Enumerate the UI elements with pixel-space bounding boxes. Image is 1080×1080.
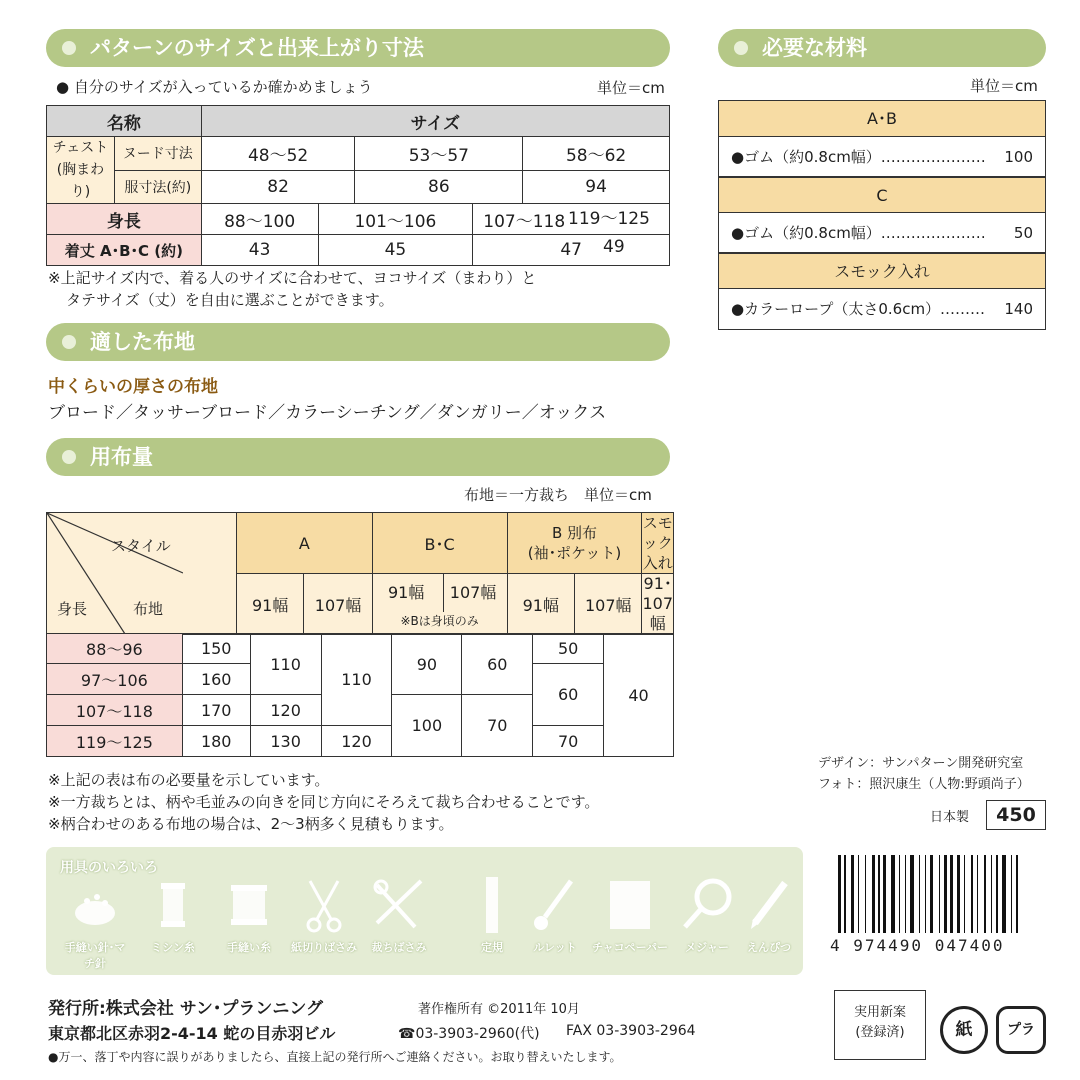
barcode-stripe <box>930 855 933 933</box>
barcode-stripe <box>905 855 906 933</box>
barcode-stripe <box>950 855 953 933</box>
a107-cell: 120 <box>250 695 321 726</box>
barcode-stripe <box>1016 855 1019 933</box>
bc-widths <box>372 574 507 635</box>
publisher-notice: ●万一、落丁や内容に誤りがありましたら、直接上記の発行所へご連絡ください。お取り替えいたします。 <box>48 1050 622 1064</box>
height-value: 88〜100 <box>201 204 318 235</box>
copyright: 著作権所有 ©2011年 10月 <box>418 1002 580 1017</box>
pincushion-icon <box>67 877 123 933</box>
b91-cell: 60 <box>462 634 533 695</box>
bc107-cell: 90 <box>392 634 462 695</box>
nude-value: 58〜62 <box>523 137 670 171</box>
size-footnote-1: ※上記サイズ内で、着る人のサイズに合わせて、ヨコサイズ（まわり）と <box>48 269 537 287</box>
a91-cell: 180 <box>182 726 250 757</box>
material-group-header: A･B <box>719 101 1045 137</box>
barcode-stripe <box>851 855 855 933</box>
barcode-stripe <box>891 855 895 933</box>
b91-cell: 70 <box>462 695 533 757</box>
materials-table <box>718 100 1046 330</box>
barcode-stripe <box>971 855 974 933</box>
utility-2: (登録済) <box>855 1025 905 1040</box>
a107-cell: 130 <box>250 726 321 757</box>
size-footnote-2: タテサイズ（丈）を自由に選ぶことができます。 <box>66 291 394 309</box>
row-height: 107〜118 <box>47 695 183 726</box>
chest-label-1: チェスト <box>52 140 109 156</box>
tool-fabric-scissors <box>364 847 434 955</box>
barcode-stripe <box>1002 855 1006 933</box>
tape-measure-icon <box>679 877 735 933</box>
tool-ruler <box>457 847 527 955</box>
bc107-cell: 100 <box>392 695 462 757</box>
tool-label: 手縫い糸 <box>227 941 271 954</box>
smock-width <box>642 574 674 635</box>
a91-cell: 150 <box>182 634 250 664</box>
plastic-recycle-mark: プラ <box>996 1006 1046 1054</box>
material-group-header: スモック入れ <box>719 253 1045 289</box>
material-item: ●ゴム（約0.8cm幅）………………… <box>731 224 986 242</box>
a-w91: 91幅 <box>236 574 304 635</box>
yardage-footnote-1: ※上記の表は布の必要量を示しています。 <box>48 771 330 789</box>
materials-section-header: 必要な材料 <box>718 29 1046 67</box>
tool-label: メジャー <box>685 941 729 954</box>
publisher-tel: ☎03-3903-2960(代) <box>398 1026 540 1042</box>
tools-title: 用具のいろいろ <box>60 860 158 876</box>
length-label: 着丈 A･B･C (約) <box>47 235 202 266</box>
a-w107: 107幅 <box>304 574 372 635</box>
height-value-3: 107〜118 <box>483 211 566 232</box>
b-w91: 91幅 <box>507 574 575 635</box>
material-item: ●ゴム（約0.8cm幅）………………… <box>731 148 986 166</box>
size-section-header: パターンのサイズと出来上がり寸法 <box>46 29 670 67</box>
garment-label: 服寸法(約) <box>114 170 201 204</box>
yardage-section-header: 用布量 <box>46 438 670 476</box>
barcode-stripe <box>991 855 992 933</box>
yardage-unit: 布地＝一方裁ち 単位＝cm <box>464 486 652 504</box>
size-check-note: ● 自分のサイズが入っているか確かめましょう <box>56 78 373 96</box>
tool-label: チャコペーパー <box>591 941 669 954</box>
spool-icon <box>145 877 201 933</box>
row-height: 88〜96 <box>47 634 183 664</box>
tool-tape-measure <box>672 847 742 955</box>
barcode-stripe <box>939 855 940 933</box>
barcode-stripe <box>1011 855 1012 933</box>
col-a: A <box>236 513 372 574</box>
fabric-section-header: 適した布地 <box>46 323 670 361</box>
chest-label-2: (胸まわり) <box>56 162 105 200</box>
col-b-sep-2: (袖･ポケット) <box>527 544 622 562</box>
material-qty: 140 <box>1004 300 1033 318</box>
barcode-stripe <box>984 855 985 933</box>
barcode-stripe <box>944 855 947 933</box>
a91-cell: 160 <box>182 664 250 695</box>
material-row <box>719 289 1045 329</box>
bc-w107: 107幅 <box>449 583 497 602</box>
tool-label: 手縫い針･マチ針 <box>64 941 126 970</box>
nude-value: 53〜57 <box>355 137 523 171</box>
tool-hand-thread <box>214 847 284 955</box>
fabric-subtitle: 中くらいの厚さの布地 <box>48 377 218 397</box>
barcode-stripe <box>910 855 914 933</box>
yardage-table <box>46 512 674 762</box>
publisher-address: 東京都北区赤羽2-4-14 蛇の目赤羽ビル <box>48 1024 336 1043</box>
barcode-stripe <box>977 855 978 933</box>
row-height: 97〜106 <box>47 664 183 695</box>
tool-machine-thread <box>138 847 208 955</box>
tracing-wheel-icon <box>527 877 583 933</box>
a91-cell: 170 <box>182 695 250 726</box>
tool-label: 裁ちばさみ <box>371 941 427 954</box>
bc-note: ※Bは身頃のみ <box>400 614 479 628</box>
barcode <box>838 855 1042 933</box>
publisher-name: 発行所:株式会社 サン･プランニング <box>48 999 324 1019</box>
utility-model-box <box>834 990 926 1060</box>
photo-credit: フォト：照沢康生（人物:野頭尚子） <box>818 777 1030 792</box>
pencil-icon <box>741 877 797 933</box>
tool-paper-scissors <box>289 847 359 955</box>
barcode-digits: 4 974490 047400 <box>830 936 1005 955</box>
yardage-body <box>46 633 674 757</box>
b-w107: 107幅 <box>575 574 642 635</box>
yardage-footnote-3: ※柄合わせのある布地の場合は、2〜3柄多く見積もります。 <box>48 815 454 833</box>
tool-label: ミシン糸 <box>151 941 195 954</box>
smock-cell: 40 <box>604 634 674 757</box>
nude-value: 48〜52 <box>201 137 355 171</box>
header-name: 名称 <box>47 106 202 137</box>
barcode-stripe <box>844 855 845 933</box>
utility-1: 実用新案 <box>853 1005 906 1020</box>
made-in-japan: 日本製 <box>930 810 970 825</box>
chalk-paper-icon <box>602 877 658 933</box>
tool-label: 定規 <box>481 941 503 954</box>
material-row <box>719 213 1045 253</box>
diagonal-header <box>47 513 237 635</box>
price-box: 450 <box>986 800 1046 830</box>
barcode-stripe <box>957 855 961 933</box>
col-smock-1: スモック <box>642 514 673 552</box>
barcode-stripe <box>865 855 866 933</box>
barcode-stripe <box>878 855 879 933</box>
paper-recycle-mark: 紙 <box>940 1006 988 1054</box>
header-size: サイズ <box>201 106 669 137</box>
smock-w-1: 91･ <box>643 574 672 593</box>
height-label: 身長 <box>47 204 202 235</box>
materials-unit: 単位＝cm <box>970 77 1038 95</box>
height-value-4: 119〜125 <box>568 209 650 229</box>
tool-label: 紙切りばさみ <box>291 941 357 954</box>
fabric-list: ブロード／タッサーブロード／カラーシーチング／ダンガリー／オックス <box>48 403 607 423</box>
bc91-cell: 110 <box>321 634 392 726</box>
col-smock-2: 入れ <box>642 554 673 572</box>
tool-pencil <box>734 847 804 955</box>
style-label: スタイル <box>111 537 171 555</box>
design-credit: デザイン：サンパターン開発研究室 <box>818 756 1024 771</box>
barcode-stripe <box>996 855 999 933</box>
tool-label: ルレット <box>533 941 577 954</box>
material-qty: 100 <box>1004 148 1033 166</box>
barcode-stripe <box>883 855 886 933</box>
barcode-stripe <box>899 855 900 933</box>
fabric-label: 布地 <box>133 600 164 618</box>
tool-needle <box>60 847 130 971</box>
length-value-4: 49 <box>603 237 625 257</box>
shears-icon <box>371 877 427 933</box>
b107-cell: 50 <box>533 634 604 664</box>
material-item: ●カラーロープ（太さ0.6cm）……… <box>731 300 986 318</box>
nude-label: ヌード寸法 <box>114 137 201 171</box>
size-table <box>46 105 670 266</box>
length-value: 47 <box>473 235 670 266</box>
scissors-icon <box>296 877 352 933</box>
garment-value: 82 <box>201 170 355 204</box>
barcode-stripe <box>919 855 920 933</box>
col-smock <box>642 513 674 574</box>
length-value: 45 <box>318 235 473 266</box>
a107-cell: 110 <box>250 634 321 695</box>
tool-chalk-paper <box>590 847 670 955</box>
garment-value: 86 <box>355 170 523 204</box>
barcode-stripe <box>858 855 859 933</box>
row-height: 119〜125 <box>47 726 183 757</box>
thread-icon <box>221 877 277 933</box>
publisher-fax: FAX 03-3903-2964 <box>566 1023 696 1039</box>
bc-w91: 91幅 <box>387 583 425 602</box>
bc91-cell: 120 <box>321 726 392 757</box>
barcode-stripe <box>925 855 926 933</box>
smock-w-2: 107幅 <box>642 594 673 633</box>
col-b-separate <box>507 513 642 574</box>
material-group-header: C <box>719 177 1045 213</box>
height-col-label: 身長 <box>57 600 88 618</box>
barcode-stripe <box>872 855 875 933</box>
ruler-icon <box>464 877 520 933</box>
length-value: 43 <box>201 235 318 266</box>
garment-value: 94 <box>523 170 670 204</box>
height-value: 101〜106 <box>318 204 473 235</box>
col-b-sep-1: B 別布 <box>551 524 597 542</box>
tool-label: えんぴつ <box>747 941 791 954</box>
barcode-stripe <box>838 855 841 933</box>
barcode-stripe <box>964 855 965 933</box>
b107-cell: 70 <box>533 726 604 757</box>
yardage-footnote-2: ※一方裁ちとは、柄や毛並みの向きを同じ方向にそろえて裁ち合わせることです。 <box>48 793 600 811</box>
size-unit: 単位＝cm <box>597 79 665 97</box>
material-row <box>719 137 1045 177</box>
material-qty: 50 <box>1013 224 1033 242</box>
chest-label <box>47 137 115 204</box>
tool-tracing-wheel <box>520 847 590 955</box>
b107-cell: 60 <box>533 664 604 726</box>
tools-panel <box>46 847 803 975</box>
col-bc: B･C <box>372 513 507 574</box>
